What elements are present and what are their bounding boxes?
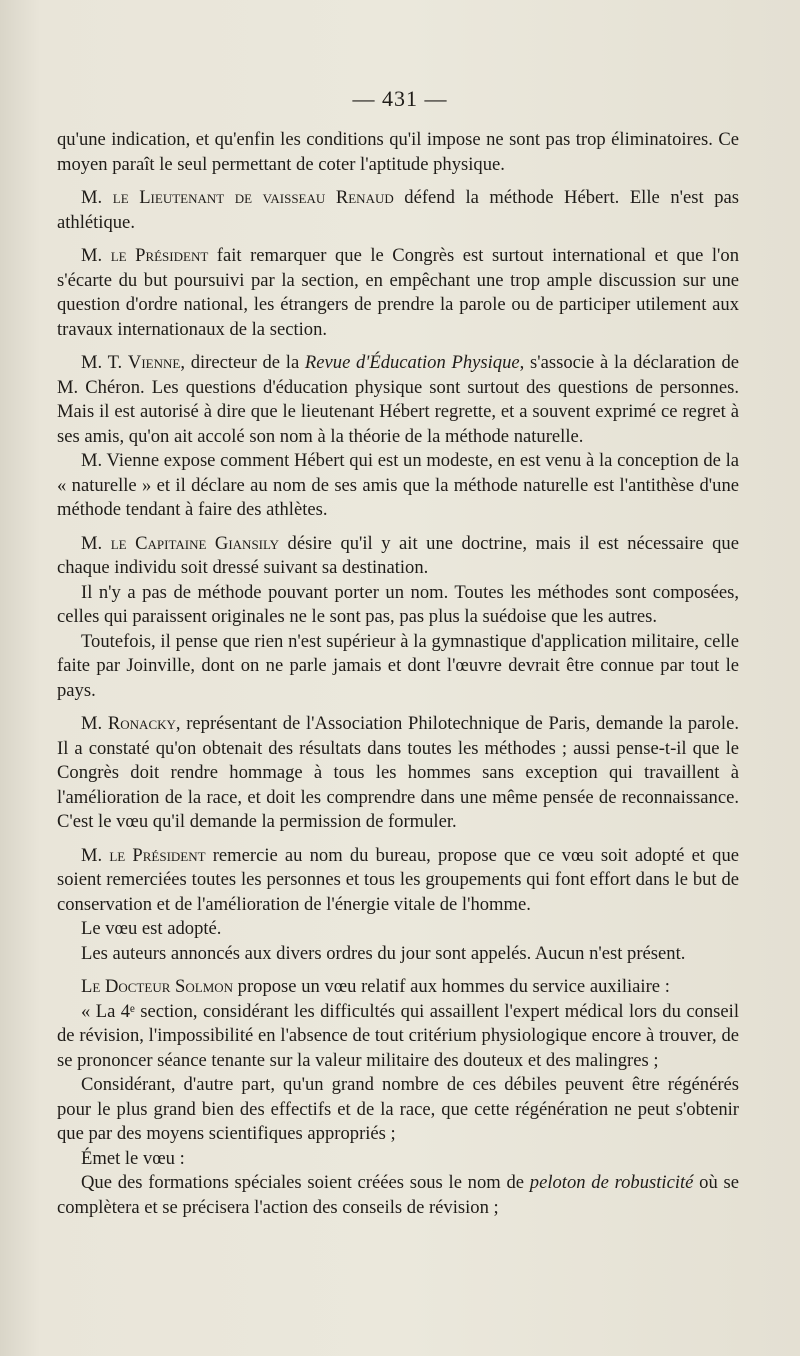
speaker-name: Vienne — [127, 352, 181, 373]
paragraph-13: Le Docteur Solmon propose un vœu relatif aux hommes du service auxiliaire : — [81, 976, 670, 997]
speaker-name: Le Docteur Solmon — [81, 976, 234, 997]
paragraph-1: qu'une indication, et qu'enfin les conditions qu'il impose ne sont pas trop éliminatoires. Ce moyen paraît le seul permettant de coter l'aptitude physique. — [57, 129, 739, 175]
page-number: — 431 — — [352, 86, 448, 111]
paragraph-12: Les auteurs annoncés aux divers ordres du jour sont appelés. Aucun n'est présent. — [81, 942, 686, 964]
paragraph-5: M. Vienne expose comment Hébert qui est un modeste, en est venu à la conception de la « naturelle » et il déclare au nom de ses amis que la méthode naturelle est l'antithèse d'une méthode tendant à faire des athlètes. — [57, 450, 739, 520]
paragraph-2: M. le Lieutenant de vaisseau Renaud défend la méthode Hébert. Elle n'est pas athlétique. — [57, 187, 739, 233]
paragraph-9: M. Ronacky, représentant de l'Association Philotechnique de Paris, demande la parole. Il a constaté qu'on obtenait des résultats dans toutes les méthodes ; aussi pense-t-il que le Congrès doit rendre hommage à tous les hommes sans exception qui travaillent à l'amélioration de la race, et doit les comprendre dans une même pensée de reconnaissance. C'est le vœu qu'il demande la permission de formuler. — [57, 713, 739, 832]
paragraph-8: Toutefois, il pense que rien n'est supérieur à la gymnastique d'application militaire, celle faite par Joinville, dont on ne parle jamais et dont l'œuvre devrait être connue par tout le pays. — [57, 630, 739, 701]
paragraph-10: M. le Président remercie au nom du bureau, propose que ce vœu soit adopté et que soient remerciées toutes les personnes et tous les groupements qui font effort dans le but de conservation et de l'amélioration de l'énergie vitale de l'homme. — [57, 844, 739, 915]
paragraph-3: M. le Président fait remarquer que le Congrès est surtout international et que l'on s'écarte du but poursuivi par la section, en empêchant une trop ample discussion sur une question d'ordre national, les étrangers de prendre la parole ou de participer utilement aux travaux internationaux de la section. — [57, 245, 739, 340]
italic-term: peloton de robusticité — [529, 1172, 694, 1193]
paragraph-6: M. le Capitaine Giansily désire qu'il y ait une doctrine, mais il est nécessaire que chaque individu soit dressé suivant sa destination. — [57, 532, 739, 578]
speaker-name: Ronacky — [107, 713, 176, 734]
speaker-name: le Président — [110, 245, 209, 266]
paragraph-4: M. T. Vienne, directeur de la Revue d'Éducation Physique, s'associe à la déclaration de M. Chéron. Les questions d'éducation physique sont surtout des questions de personnes. Mais il est autorisé à dire que le lieutenant Hébert regrette, et a souvent exprimé ce regret à ses amis, qu'on ait accolé son nom à la théorie de la méthode naturelle. — [57, 352, 739, 447]
journal-title: Revue d'Éducation Physique — [304, 352, 520, 373]
document-body — [57, 128, 739, 1220]
speaker-name: le Président — [109, 844, 206, 866]
paragraph-7: Il n'y a pas de méthode pouvant porter un nom. Toutes les méthodes sont composées, celles qui paraissent originales ne le sont pas, pas plus la suédoise que les autres. — [57, 581, 739, 627]
paragraph-16: Émet le vœu : — [81, 1147, 185, 1169]
paragraph-15: Considérant, d'autre part, qu'un grand nombre de ces débiles peuvent être régénérés pour le plus grand bien des effectifs et de la race, que cette régénération ne peut s'obtenir que par des moyens scientifiques appropriés ; — [57, 1074, 739, 1144]
speaker-name: le Lieutenant de vaisseau Renaud — [112, 187, 394, 208]
speaker-name: le Capitaine Giansily — [110, 532, 280, 554]
paragraph-17: Que des formations spéciales soient créées sous le nom de peloton de robusticité où se complètera et se précisera l'action des conseils de révision ; — [57, 1172, 739, 1218]
paragraph-11: Le vœu est adopté. — [81, 918, 222, 939]
paragraph-14: « La 4ᵉ section, considérant les difficultés qui assaillent l'expert médical lors du conseil de révision, l'impossibilité en l'absence de tout critérium physiologique encore à trouver, de se prononcer séance tenante sur la valeur militaire des douteux et des malingres ; — [57, 1000, 739, 1071]
